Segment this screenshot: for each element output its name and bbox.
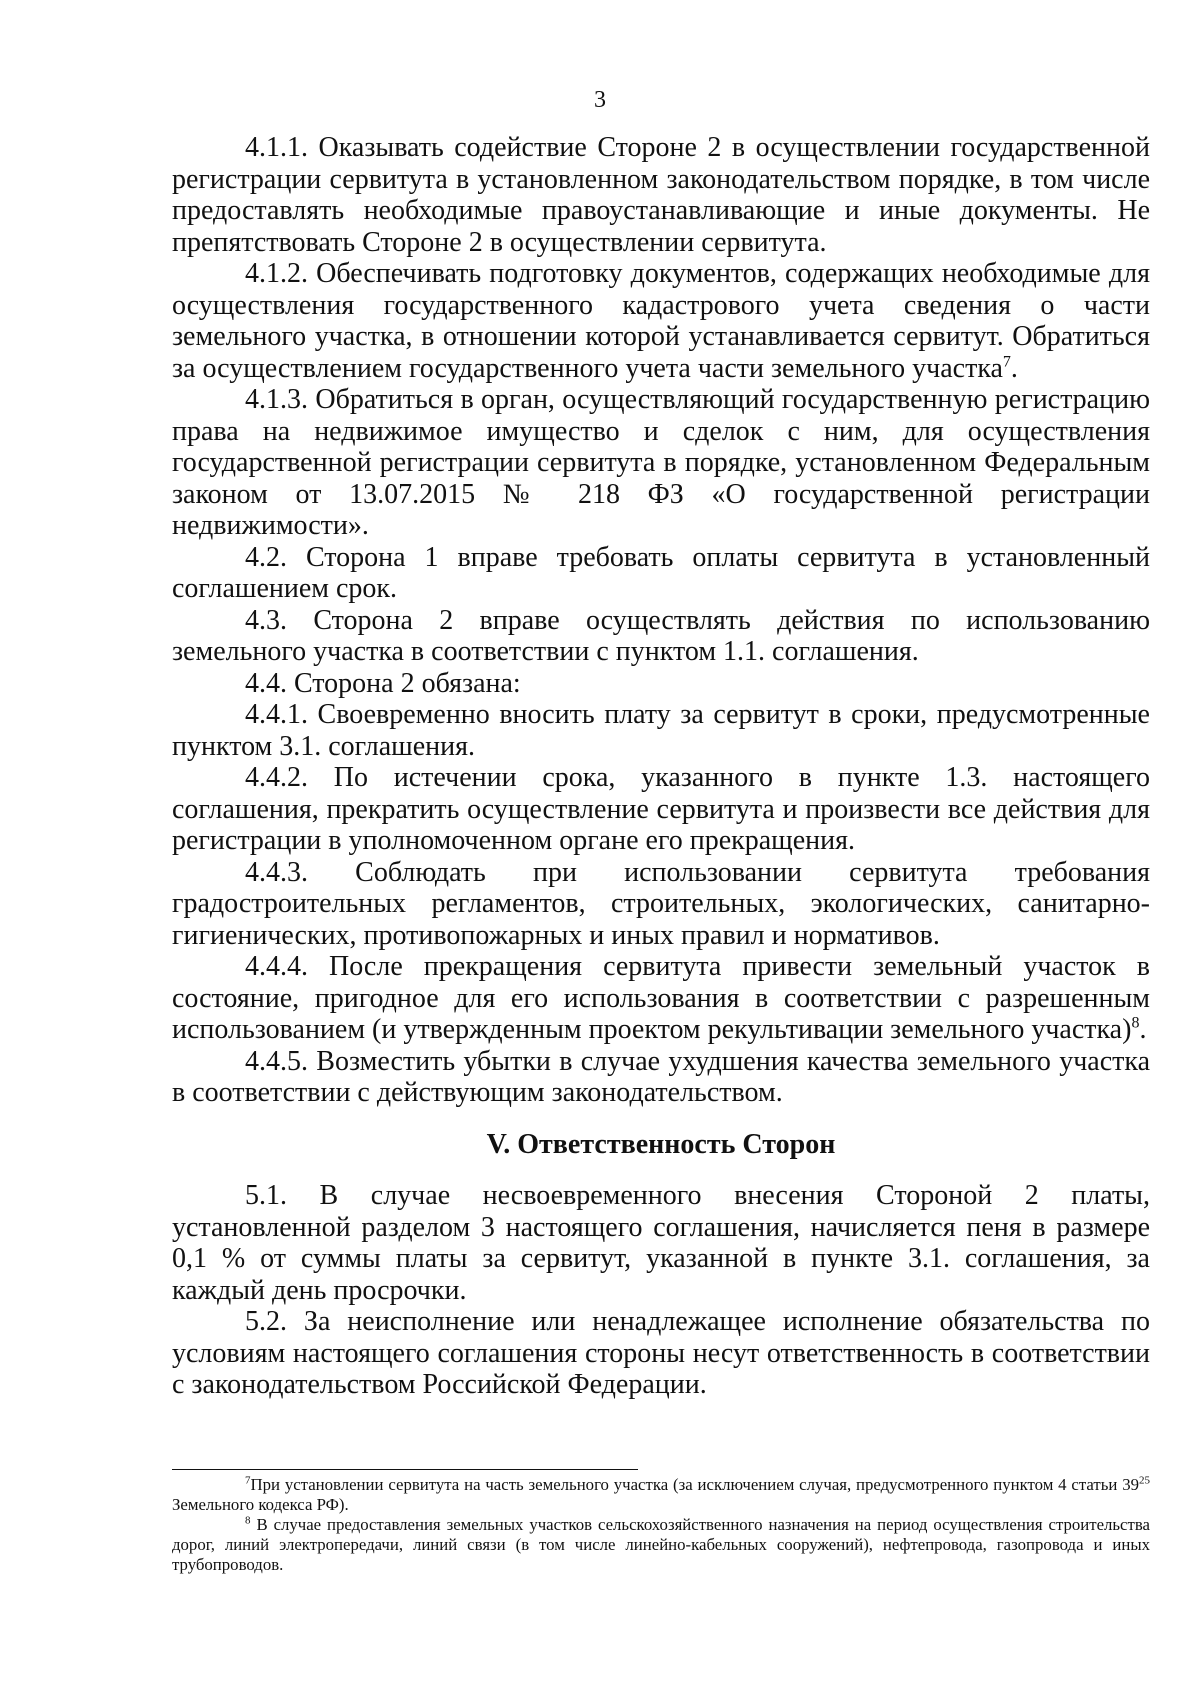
footnote-divider [172,1469,638,1470]
clause-5-1: 5.1. В случае несвоевременного внесения Стороной 2 платы, установленной разделом 3 настоящего соглашения, начисляется пеня в размере 0,1 % от суммы платы за сервитут, указанной в пункте 3.1. соглашения, за каждый день просрочки. [172,1180,1150,1306]
clause-4-1-2-end: . [1010,352,1018,384]
footnote-8-text: В случае предоставления земельных участков сельскохозяйственного назначения на период осуществления строительства дорог, линий электропередачи, линий связи (в том числе линейно-кабельных сооружений), нефтепровода, газопровода и иных трубопроводов. [172,1515,1150,1574]
clause-4-4-2: 4.4.2. По истечении срока, указанного в пункте 1.3. настоящего соглашения, прекратить осуществление сервитута и произвести все действия для регистрации в уполномоченном органе его прекращения. [172,762,1150,856]
clause-4-4-5: 4.4.5. Возместить убытки в случае ухудшения качества земельного участка в соответствии с действующим законодательством. [172,1045,1150,1108]
footnote-ref-7[interactable]: 7 [1002,353,1011,371]
footnote-7 [172,1475,1150,1515]
clause-4-1-2-text: 4.1.2. Обеспечивать подготовку документов, содержащих необходимые для осуществления государственного кадастрового учета сведения о части земельного участка, в отношении которой устанавливается сервитут. Обратиться за осуществлением государственного учета части земельного участка [172,258,1150,384]
clause-4-4-4-text: 4.4.4. После прекращения сервитута привести земельный участок в состояние, пригодное для его использования в соответствии с разрешенным использованием (и утвержденным проектом рекультивации земельного участка) [172,951,1150,1045]
clause-4-4-1: 4.4.1. Своевременно вносить плату за сервитут в сроки, предусмотренные пунктом 3.1. соглашения. [172,699,1150,762]
document-body [172,132,1150,1401]
clause-4-4: 4.4. Сторона 2 обязана: [245,667,521,699]
footnote-7-text-a: При установлении сервитута на часть земельного участка (за исключением случая, предусмотренного пунктом 4 статьи 39 [250,1475,1139,1494]
section-heading: V. Ответственность Сторон [486,1128,836,1160]
footnote-8 [172,1515,1150,1575]
page-number: 3 [594,87,606,113]
footnote-8-mark: 8 [245,1514,251,1527]
clause-4-4-4-end: . [1139,1014,1147,1045]
footnote-7-mark: 7 [245,1474,251,1487]
clause-5-2: 5.2. За неисполнение или ненадлежащее исполнение обязательства по условиям настоящего соглашения стороны несут ответственность в соответствии с законодательством Российской Федерации. [172,1306,1150,1400]
clause-4-4-3: 4.4.3. Соблюдать при использовании сервитута требования градостроительных регламентов, строительных, экологических, санитарно-гигиенических, противопожарных и иных правил и нормативов. [172,856,1150,951]
clause-4-4-4 [172,951,1150,1046]
footnote-ref-8[interactable]: 8 [1131,1014,1140,1032]
footnote-7-sup: 25 [1139,1474,1150,1487]
clause-4-2: 4.2. Сторона 1 вправе требовать оплаты сервитута в установленный соглашением срок. [172,541,1150,604]
clause-4-3: 4.3. Сторона 2 вправе осуществлять действия по использованию земельного участка в соответствии с пунктом 1.1. соглашения. [172,604,1150,667]
clause-4-1-3: 4.1.3. Обратиться в орган, осуществляющий государственную регистрацию права на недвижимое имущество и сделок с ним, для осуществления государственной регистрации сервитута в порядке, установленном Федеральным законом от 13.07.2015 № 218 ФЗ «О государственной регистрации недвижимости». [172,384,1150,541]
clause-4-1-1: 4.1.1. Оказывать содействие Стороне 2 в осуществлении государственной регистрации сервитута в установленном законодательством порядке, в том числе предоставлять необходимые правоустанавливающие и иные документы. Не препятствовать Стороне 2 в осуществлении сервитута. [172,132,1150,258]
footnote-7-text-b: Земельного кодекса РФ). [172,1495,349,1514]
footnotes [172,1475,1150,1575]
clause-4-1-2 [172,258,1150,384]
